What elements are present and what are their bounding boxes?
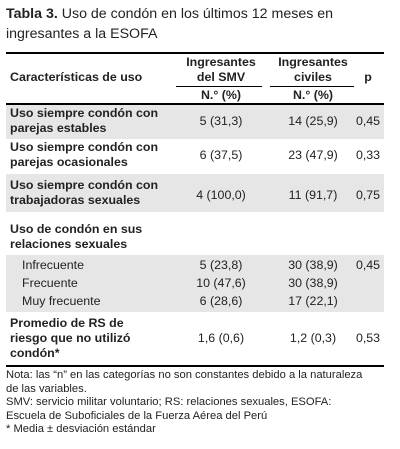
header-civ-line1: Ingresantes <box>278 55 348 69</box>
row-label: riesgo que no utilizó <box>10 331 131 345</box>
subrow-civ-value: 17 (22,1) <box>288 294 338 308</box>
header-smv-sub: N.° (%) <box>200 88 242 102</box>
row-label: parejas ocasionales <box>10 155 128 169</box>
row-label: parejas estables <box>10 121 107 135</box>
row-smv-value: 6 (37,5) <box>199 148 243 162</box>
footnote-line: * Media ± desviación estándar <box>6 423 156 436</box>
top-rule <box>6 52 384 54</box>
row-p-value: 0,33 <box>355 148 381 162</box>
row-civ-value: 11 (91,7) <box>288 188 338 202</box>
row-label: Uso siempre condón con <box>10 106 159 120</box>
footnote-line: Nota: las “n” en las categorías no son constantes debido a la naturaleza <box>6 369 363 381</box>
header-civ-underline <box>270 86 354 87</box>
header-smv-line2: del SMV <box>196 70 246 84</box>
subrow-civ-value: 30 (38,9) <box>288 276 338 290</box>
row-p-value: 0,53 <box>355 331 381 345</box>
footnote-line: de las variables. <box>6 382 87 395</box>
row-label: condón* <box>10 346 60 360</box>
row-smv-value: 1,6 (0,6) <box>197 331 245 345</box>
row-label: Promedio de RS de <box>10 316 124 330</box>
row-civ-value: 1,2 (0,3) <box>289 331 337 345</box>
header-civ-sub: N.° (%) <box>292 88 334 102</box>
row-smv-value: 4 (100,0) <box>196 188 246 202</box>
table-caption: Uso de condón en los últimos 12 meses en ingresantes a la ESOFA <box>6 6 334 42</box>
header-p: p <box>364 70 372 84</box>
table-label: Tabla 3. <box>6 6 58 22</box>
table-title <box>6 4 396 44</box>
subrow-smv-value: 10 (47,6) <box>196 276 246 290</box>
header-characteristics: Características de uso <box>10 70 143 84</box>
row-p-value: 0,45 <box>355 114 381 128</box>
subrow-label: Frecuente <box>22 276 78 290</box>
subrow-label: Infrecuente <box>22 258 84 272</box>
footnote-line: Escuela de Suboficiales de la Fuerza Aérea del Perú <box>6 409 268 422</box>
subrow-smv-value: 6 (28,6) <box>199 294 243 308</box>
group-label: Uso de condón en sus <box>10 222 143 236</box>
row-label: trabajadoras sexuales <box>10 193 141 207</box>
row-civ-value: 14 (25,9) <box>288 114 338 128</box>
header-smv-underline <box>176 86 262 87</box>
row-smv-value: 5 (31,3) <box>199 114 243 128</box>
subrow-civ-value: 30 (38,9) <box>288 258 338 272</box>
header-civ-line2: civiles <box>294 70 332 84</box>
footnote-line: SMV: servicio militar voluntario; RS: relaciones sexuales, ESOFA: <box>6 396 332 409</box>
bottom-rule <box>6 365 384 367</box>
row-civ-value: 23 (47,9) <box>288 148 338 162</box>
subrow-smv-value: 5 (23,8) <box>199 258 243 272</box>
header-smv-line1: Ingresantes <box>186 55 256 69</box>
row-p-value: 0,75 <box>355 188 381 202</box>
subrow-p-value: 0,45 <box>355 258 381 272</box>
row-label: Uso siempre condón con <box>10 140 159 154</box>
subrow-label: Muy frecuente <box>22 294 101 308</box>
footnotes <box>6 369 394 437</box>
row-label: Uso siempre condón con <box>10 178 159 192</box>
group-label: relaciones sexuales <box>10 237 128 251</box>
